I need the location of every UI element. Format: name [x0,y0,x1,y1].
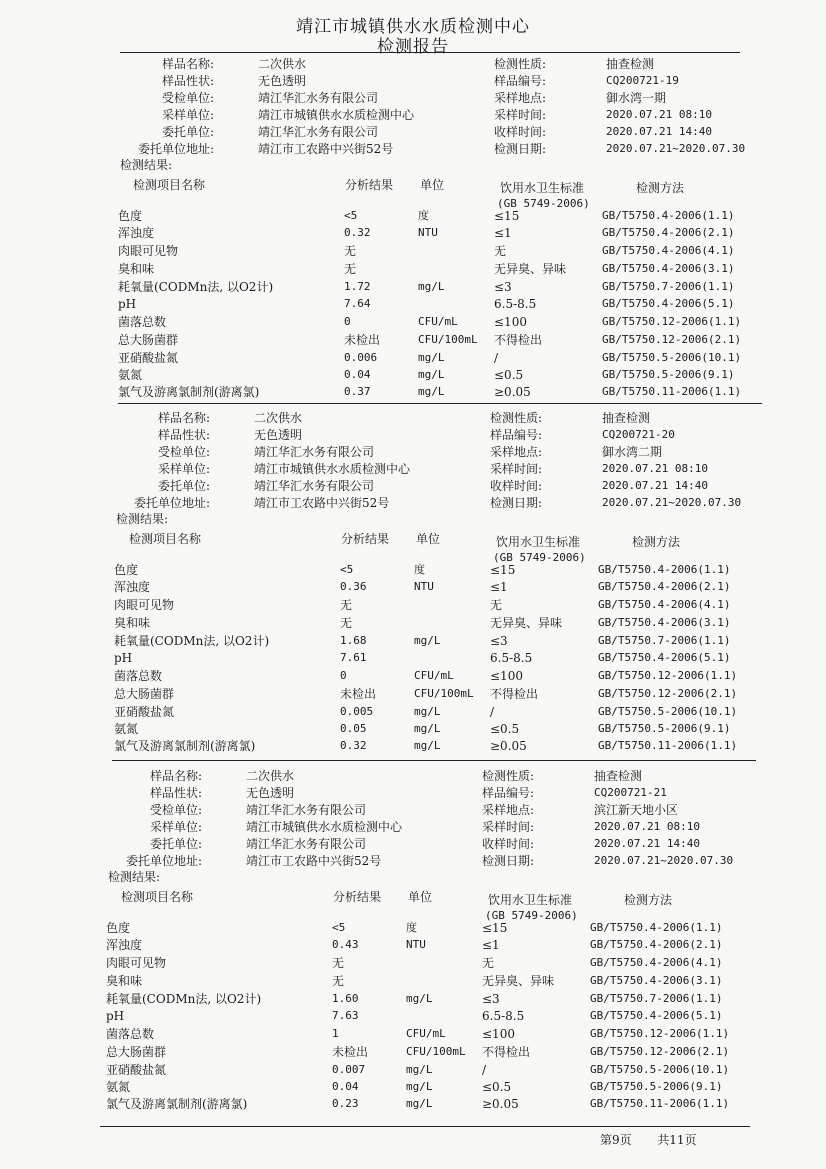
method: GB/T5750.12-2006(2.1) [602,333,742,346]
client-unit-label: 委托单位: [157,479,210,493]
table-row [0,704,822,721]
result-value: 1.68 [340,634,367,647]
table-row [0,668,822,685]
unit: mg/L [418,368,445,381]
unit: CFU/mL [418,315,458,328]
method: GB/T5750.11-2006(1.1) [598,739,738,752]
col-header-unit: 单位 [408,890,433,904]
item-name: 耗氧量(CODMn法, 以O2计) [114,634,270,648]
client-unit-value: 靖江华汇水务有限公司 [246,837,367,851]
method: GB/T5750.4-2006(5.1) [590,1009,723,1022]
section-divider [118,403,762,404]
method: GB/T5750.12-2006(1.1) [598,669,738,682]
result-value: <5 [332,921,346,934]
standard: 不得检出 [490,687,539,701]
standard: ≤15 [494,209,520,223]
inspected-unit-value: 靖江华汇水务有限公司 [246,803,367,817]
standard: ≥0.05 [482,1097,519,1111]
sample-section [0,52,826,412]
standard: 不得检出 [482,1045,531,1059]
result-value: 0.32 [344,226,371,239]
col-header-item: 检测项目名称 [129,532,202,546]
table-row [0,650,822,667]
client-address-value: 靖江市工农路中兴街52号 [246,854,382,868]
standard: / [490,705,495,719]
result-value: 0 [340,669,347,682]
standard: ≤15 [482,921,508,935]
method: GB/T5750.7-2006(1.1) [602,280,735,293]
result-value: 无 [344,244,357,258]
standard: ≤0.5 [490,722,520,736]
result-value: 0.04 [332,1080,359,1093]
sample-section [0,764,814,1124]
unit: CFU/mL [414,669,454,682]
test-date-value: 2020.07.21~2020.07.30 [606,142,746,155]
col-header-standard: 饮用水卫生标准 [488,893,573,907]
col-header-method: 检测方法 [624,893,673,907]
unit: 度 [418,209,429,222]
sample-name-value: 二次供水 [258,57,307,71]
standard: ≤3 [482,992,500,1006]
receive-time-value: 2020.07.21 14:40 [594,837,700,850]
sample-section [0,406,822,766]
method: GB/T5750.11-2006(1.1) [590,1097,730,1110]
result-value: 0.04 [344,368,371,381]
table-row [0,597,822,614]
item-name: 亚硝酸盐氮 [106,1063,167,1077]
sample-number-label: 样品编号: [482,786,535,800]
method: GB/T5750.12-2006(1.1) [590,1027,730,1040]
method: GB/T5750.4-2006(5.1) [598,651,731,664]
table-row [0,1062,814,1079]
item-name: 菌落总数 [106,1027,155,1041]
standard: 无异臭、异味 [490,616,563,630]
sampling-time-label: 采样时间: [482,820,535,834]
result-value: 0.007 [332,1063,366,1076]
method: GB/T5750.4-2006(3.1) [598,616,731,629]
item-name: 菌落总数 [114,669,163,683]
table-row [0,208,826,225]
result-value: <5 [340,563,354,576]
table-row [0,955,814,972]
col-header-result: 分析结果 [333,890,382,904]
table-row [0,615,822,632]
sample-trait-label: 样品性状: [161,74,214,88]
sample-number-label: 样品编号: [494,74,547,88]
sampling-time-value: 2020.07.21 08:10 [594,820,700,833]
results-heading: 检测结果: [120,158,173,172]
result-value: 0.37 [344,385,371,398]
col-header-unit: 单位 [416,532,441,546]
inspected-unit-label: 受检单位: [149,803,202,817]
sample-trait-value: 无色透明 [254,428,303,442]
results-heading: 检测结果: [116,512,169,526]
inspected-unit-value: 靖江华汇水务有限公司 [258,91,379,105]
result-value: 7.61 [340,651,367,664]
standard: ≤1 [490,580,508,594]
item-name: 氯气及游离氯制剂(游离氯) [114,739,256,753]
receive-time-label: 收样时间: [494,125,547,139]
method: GB/T5750.4-2006(2.1) [598,580,731,593]
item-name: 氨氮 [106,1080,131,1094]
result-value: 0.23 [332,1097,359,1110]
test-nature-label: 检测性质: [494,57,547,71]
table-row [0,261,826,278]
unit: NTU [406,938,426,951]
table-row [0,1079,814,1096]
col-header-standard: 饮用水卫生标准 [496,535,581,549]
item-name: 肉眼可见物 [118,244,179,258]
test-nature-value: 抽查检测 [606,57,655,71]
method: GB/T5750.5-2006(10.1) [602,351,742,364]
result-value: 0.43 [332,938,359,951]
item-name: 浑浊度 [118,226,155,240]
result-value: 1.72 [344,280,371,293]
standard: / [482,1063,487,1077]
sampling-site-label: 采样地点: [490,445,543,459]
method: GB/T5750.4-2006(1.1) [590,921,723,934]
sample-name-value: 二次供水 [246,769,295,783]
method: GB/T5750.4-2006(4.1) [598,598,731,611]
inspected-unit-value: 靖江华汇水务有限公司 [254,445,375,459]
unit: CFU/100mL [414,687,474,700]
method: GB/T5750.4-2006(1.1) [598,563,731,576]
standard: 无异臭、异味 [482,974,555,988]
table-row [0,579,822,596]
result-value: 0.006 [344,351,378,364]
result-value: 0.36 [340,580,367,593]
item-name: 浑浊度 [114,580,151,594]
method: GB/T5750.4-2006(4.1) [590,956,723,969]
sample-name-value: 二次供水 [254,411,303,425]
sample-trait-label: 样品性状: [149,786,202,800]
method: GB/T5750.4-2006(1.1) [602,209,735,222]
result-value: 0.05 [340,722,367,735]
standard: ≤3 [494,280,512,294]
col-header-item: 检测项目名称 [133,178,206,192]
standard: 无 [490,598,503,612]
test-nature-label: 检测性质: [482,769,535,783]
standard: ≤100 [490,669,523,683]
receive-time-label: 收样时间: [490,479,543,493]
standard: 6.5-8.5 [482,1009,525,1023]
method: GB/T5750.5-2006(10.1) [590,1063,730,1076]
item-name: 耗氧量(CODMn法, 以O2计) [106,992,262,1006]
item-name: pH [106,1009,125,1023]
col-header-standard-code: (GB 5749-2006) [485,909,578,922]
sampling-unit-label: 采样单位: [161,108,214,122]
table-row [0,937,814,954]
standard: ≤15 [490,563,516,577]
standard: 6.5-8.5 [490,651,533,665]
table-row [0,721,822,738]
test-nature-value: 抽查检测 [602,411,651,425]
receive-time-label: 收样时间: [482,837,535,851]
sampling-unit-value: 靖江市城镇供水水质检测中心 [246,820,403,834]
test-date-label: 检测日期: [490,496,543,510]
page-total: 共11页 [657,1133,697,1147]
standard: 无 [482,956,495,970]
result-value: 1.60 [332,992,359,1005]
item-name: pH [114,651,133,665]
sample-name-label: 样品名称: [157,411,210,425]
result-value: 未检出 [332,1045,369,1059]
result-value: 1 [332,1027,339,1040]
item-name: 总大肠菌群 [114,687,175,701]
method: GB/T5750.4-2006(2.1) [590,938,723,951]
standard: / [494,351,499,365]
sampling-time-value: 2020.07.21 08:10 [606,108,712,121]
standard: ≤100 [482,1027,515,1041]
client-unit-value: 靖江华汇水务有限公司 [258,125,379,139]
result-value: 0.005 [340,705,374,718]
sample-number-value: CQ200721-20 [602,428,675,441]
table-row [0,225,826,242]
table-row [0,367,826,384]
sampling-site-value: 御水湾一期 [606,91,667,105]
table-row [0,384,826,401]
test-nature-value: 抽查检测 [594,769,643,783]
standard: 无 [494,244,507,258]
test-date-label: 检测日期: [494,142,547,156]
table-row [0,314,826,331]
client-unit-value: 靖江华汇水务有限公司 [254,479,375,493]
item-name: 色度 [114,563,139,577]
col-header-method: 检测方法 [632,535,681,549]
table-row [0,350,826,367]
item-name: 亚硝酸盐氮 [114,705,175,719]
item-name: 氯气及游离氯制剂(游离氯) [118,385,260,399]
method: GB/T5750.5-2006(10.1) [598,705,738,718]
result-value: 无 [332,974,345,988]
sampling-site-label: 采样地点: [494,91,547,105]
sample-trait-value: 无色透明 [258,74,307,88]
unit: CFU/100mL [406,1045,466,1058]
sample-name-label: 样品名称: [149,769,202,783]
standard: 不得检出 [494,333,543,347]
method: GB/T5750.4-2006(4.1) [602,244,735,257]
sampling-unit-label: 采样单位: [157,462,210,476]
standard: 无异臭、异味 [494,262,567,276]
sample-trait-value: 无色透明 [246,786,295,800]
unit: mg/L [418,351,445,364]
item-name: 肉眼可见物 [114,598,175,612]
table-row [0,686,822,703]
result-value: 0 [344,315,351,328]
sample-number-value: CQ200721-19 [606,74,679,87]
item-name: 臭和味 [118,262,155,276]
item-name: pH [118,297,137,311]
method: GB/T5750.4-2006(5.1) [602,297,735,310]
client-address-label: 委托单位地址: [125,854,202,868]
table-row [0,332,826,349]
client-unit-label: 委托单位: [149,837,202,851]
item-name: 臭和味 [106,974,143,988]
inspected-unit-label: 受检单位: [157,445,210,459]
table-row [0,243,826,260]
unit: mg/L [418,280,445,293]
sampling-time-label: 采样时间: [490,462,543,476]
sample-number-label: 样品编号: [490,428,543,442]
standard: ≤0.5 [494,368,524,382]
unit: 度 [406,921,417,934]
item-name: 菌落总数 [118,315,167,329]
result-value: 未检出 [340,687,377,701]
table-row [0,296,826,313]
unit: NTU [414,580,434,593]
col-header-standard-code: (GB 5749-2006) [493,551,586,564]
report-org-title: 靖江市城镇供水水质检测中心 [296,17,530,37]
method: GB/T5750.12-2006(2.1) [590,1045,730,1058]
unit: CFU/100mL [418,333,478,346]
result-value: 无 [332,956,345,970]
method: GB/T5750.7-2006(1.1) [598,634,731,647]
standard: ≤1 [482,938,500,952]
item-name: 臭和味 [114,616,151,630]
item-name: 浑浊度 [106,938,143,952]
page-number: 第9页 [600,1133,632,1147]
table-row [0,1096,814,1113]
method: GB/T5750.5-2006(9.1) [590,1080,723,1093]
col-header-unit: 单位 [420,178,445,192]
sample-name-label: 样品名称: [161,57,214,71]
col-header-standard-code: (GB 5749-2006) [497,197,590,210]
section-divider [112,760,756,761]
item-name: 耗氧量(CODMn法, 以O2计) [118,280,274,294]
standard: ≤1 [494,226,512,240]
result-value: 7.64 [344,297,371,310]
client-address-label: 委托单位地址: [137,142,214,156]
test-date-value: 2020.07.21~2020.07.30 [594,854,734,867]
client-address-label: 委托单位地址: [133,496,210,510]
client-unit-label: 委托单位: [161,125,214,139]
bottom-rule [100,1126,750,1127]
unit: 度 [414,563,425,576]
col-header-result: 分析结果 [345,178,394,192]
sample-trait-label: 样品性状: [157,428,210,442]
sampling-site-label: 采样地点: [482,803,535,817]
standard: ≤3 [490,634,508,648]
method: GB/T5750.11-2006(1.1) [602,385,742,398]
table-row [0,920,814,937]
page-footer [600,1131,697,1148]
method: GB/T5750.12-2006(2.1) [598,687,738,700]
method: GB/T5750.12-2006(1.1) [602,315,742,328]
method: GB/T5750.4-2006(2.1) [602,226,735,239]
item-name: 氨氮 [118,368,143,382]
sample-number-value: CQ200721-21 [594,786,667,799]
unit: mg/L [406,1097,433,1110]
standard: ≤0.5 [482,1080,512,1094]
col-header-standard: 饮用水卫生标准 [500,181,585,195]
unit: mg/L [406,992,433,1005]
standard: 6.5-8.5 [494,297,537,311]
unit: mg/L [414,634,441,647]
method: GB/T5750.4-2006(3.1) [602,262,735,275]
item-name: 氯气及游离氯制剂(游离氯) [106,1097,248,1111]
unit: mg/L [406,1080,433,1093]
test-nature-label: 检测性质: [490,411,543,425]
sampling-time-label: 采样时间: [494,108,547,122]
item-name: 亚硝酸盐氮 [118,351,179,365]
col-header-method: 检测方法 [636,181,685,195]
item-name: 氨氮 [114,722,139,736]
result-value: <5 [344,209,358,222]
standard: ≥0.05 [490,739,527,753]
table-row [0,562,822,579]
unit: mg/L [414,705,441,718]
item-name: 色度 [106,921,131,935]
col-header-result: 分析结果 [341,532,390,546]
col-header-item: 检测项目名称 [121,890,194,904]
table-row [0,1008,814,1025]
results-heading: 检测结果: [108,870,161,884]
table-row [0,1026,814,1043]
item-name: 肉眼可见物 [106,956,167,970]
unit: mg/L [414,722,441,735]
item-name: 总大肠菌群 [106,1045,167,1059]
item-name: 色度 [118,209,143,223]
receive-time-value: 2020.07.21 14:40 [606,125,712,138]
unit: NTU [418,226,438,239]
result-value: 未检出 [344,333,381,347]
receive-time-value: 2020.07.21 14:40 [602,479,708,492]
client-address-value: 靖江市工农路中兴街52号 [258,142,394,156]
table-row [0,991,814,1008]
unit: mg/L [406,1063,433,1076]
standard: ≤100 [494,315,527,329]
inspected-unit-label: 受检单位: [161,91,214,105]
table-row [0,279,826,296]
sampling-unit-label: 采样单位: [149,820,202,834]
item-name: 总大肠菌群 [118,333,179,347]
test-date-value: 2020.07.21~2020.07.30 [602,496,742,509]
table-row [0,633,822,650]
sampling-site-value: 御水湾二期 [602,445,663,459]
standard: ≥0.05 [494,385,531,399]
result-value: 无 [340,598,353,612]
sampling-site-value: 滨江新天地小区 [594,803,679,817]
result-value: 无 [344,262,357,276]
report-title: 检测报告 [377,37,449,57]
client-address-value: 靖江市工农路中兴街52号 [254,496,390,510]
table-row [0,738,822,755]
method: GB/T5750.4-2006(3.1) [590,974,723,987]
sampling-time-value: 2020.07.21 08:10 [602,462,708,475]
result-value: 无 [340,616,353,630]
result-value: 0.32 [340,739,367,752]
unit: mg/L [414,739,441,752]
method: GB/T5750.5-2006(9.1) [602,368,735,381]
unit: CFU/mL [406,1027,446,1040]
unit: mg/L [418,385,445,398]
test-date-label: 检测日期: [482,854,535,868]
sampling-unit-value: 靖江市城镇供水水质检测中心 [258,108,415,122]
table-row [0,973,814,990]
method: GB/T5750.5-2006(9.1) [598,722,731,735]
result-value: 7.63 [332,1009,359,1022]
table-row [0,1044,814,1061]
method: GB/T5750.7-2006(1.1) [590,992,723,1005]
sampling-unit-value: 靖江市城镇供水水质检测中心 [254,462,411,476]
